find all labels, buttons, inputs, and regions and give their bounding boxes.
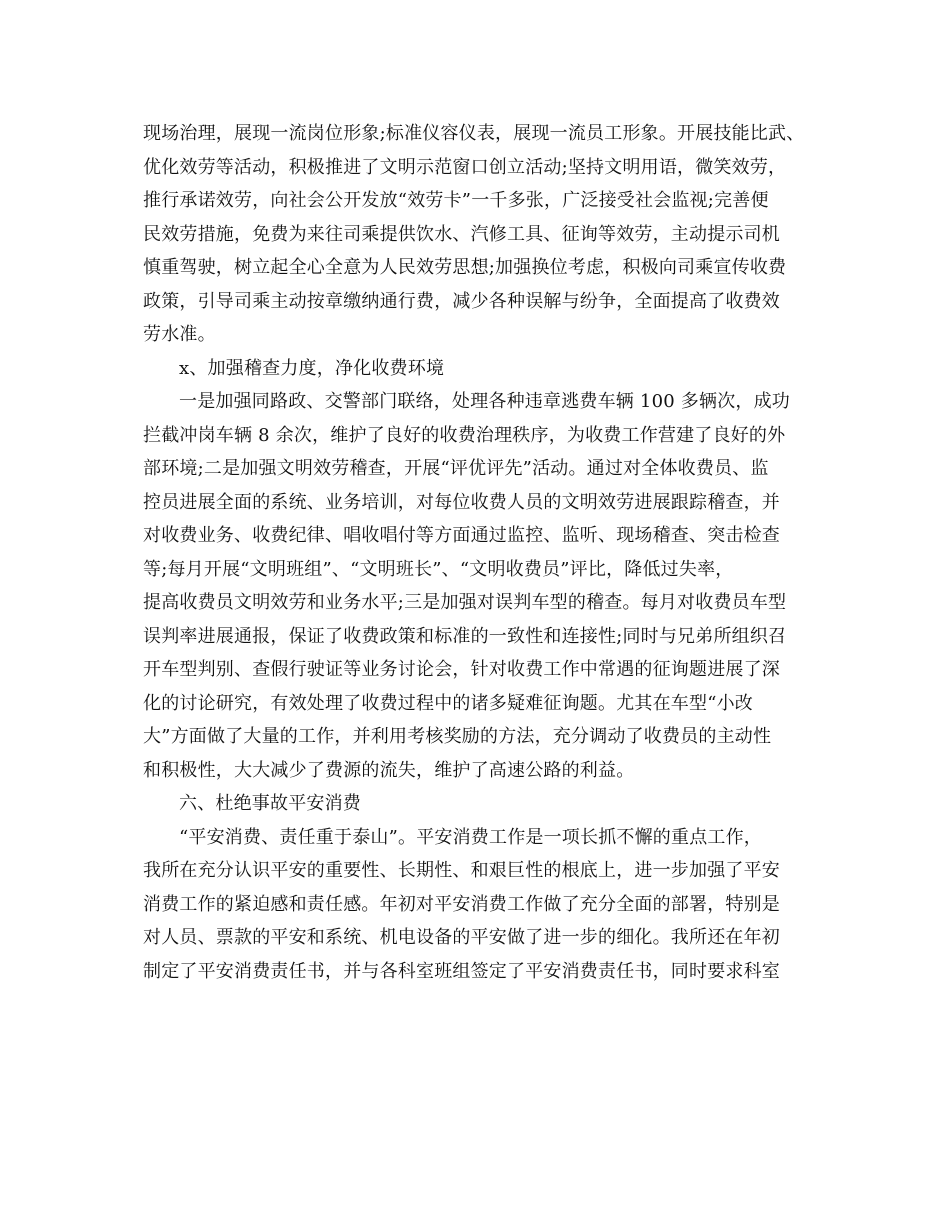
text-line: 慎重驾驶，树立起全心全意为人民效劳思想;加强换位考虑，积极向司乘宣传收费 <box>143 257 787 278</box>
text-line: 化的讨论研究，有效处理了收费过程中的诸多疑难征询题。尤其在车型“小改 <box>143 692 753 714</box>
text-line: 大”方面做了大量的工作，并利用考核奖励的方法，充分调动了收费员的主动性 <box>143 726 772 747</box>
text-line: 开车型判别、查假行驶证等业务讨论会，针对收费工作中常遇的征询题进展了深 <box>143 659 780 680</box>
text-line: “平安消费、责任重于泰山”。平安消费工作是一项长抓不懈的重点工作， <box>179 826 763 848</box>
text-line: 提高收费员文明效劳和业务水平;三是加强对误判车型的稽查。每月对收费员车型 <box>143 592 787 613</box>
text-line: x、加强稽查力度，净化收费环境 <box>179 357 445 379</box>
text-line: 和积极性，大大减少了费源的流失，维护了高速公路的利益。 <box>143 759 635 781</box>
text-line: 控员进展全面的系统、业务培训，对每位收费人员的文明效劳进展跟踪稽查，并 <box>143 491 780 513</box>
text-line: 推行承诺效劳，向社会公开发放“效劳卡”一千多张，广泛接受社会监视;完善便 <box>143 190 769 211</box>
text-line: 消费工作的紧迫感和责任感。年初对平安消费工作做了充分全面的部署，特别是 <box>143 893 780 915</box>
text-line: 制定了平安消费责任书，并与各科室班组签定了平安消费责任书，同时要求科室 <box>143 960 780 982</box>
text-line: 一是加强同路政、交警部门联络，处理各种违章逃费车辆 100 多辆次，成功 <box>179 391 790 412</box>
document-body <box>143 117 823 988</box>
text-line: 现场治理，展现一流岗位形象;标准仪容仪表，展现一流员工形象。开展技能比武、 <box>143 123 805 144</box>
text-line: 民效劳措施，免费为来往司乘提供饮水、汽修工具、征询等效劳，主动提示司机 <box>143 223 780 245</box>
text-line: 劳水准。 <box>143 324 216 345</box>
text-line: 误判率进展通报，保证了收费政策和标准的一致性和连接性;同时与兄弟所组织召 <box>143 625 787 647</box>
text-line: 等;每月开展“文明班组”、“文明班长”、“文明收费员”评比，降低过失率， <box>143 558 734 580</box>
text-line: 政策，引导司乘主动按章缴纳通行费，减少各种误解与纷争，全面提高了收费效 <box>143 290 780 312</box>
text-line: 对收费业务、收费纪律、唱收唱付等方面通过监控、监听、现场稽查、突击检查 <box>143 525 780 546</box>
text-line: 优化效劳等活动，积极推进了文明示范窗口创立活动;坚持文明用语，微笑效劳， <box>143 156 787 178</box>
text-line: 对人员、票款的平安和系统、机电设备的平安做了进一步的细化。我所还在年初 <box>143 927 780 948</box>
text-line: 拦截冲岗车辆 8 余次，维护了良好的收费治理秩序，为收费工作营建了良好的外 <box>143 424 786 446</box>
text-line: 部环境;二是加强文明效劳稽查，开展“评优评先”活动。通过对全体收费员、监 <box>143 458 769 479</box>
text-line: 我所在充分认识平安的重要性、长期性、和艰巨性的根底上，进一步加强了平安 <box>143 860 780 881</box>
text-line: 六、杜绝事故平安消费 <box>179 793 361 814</box>
